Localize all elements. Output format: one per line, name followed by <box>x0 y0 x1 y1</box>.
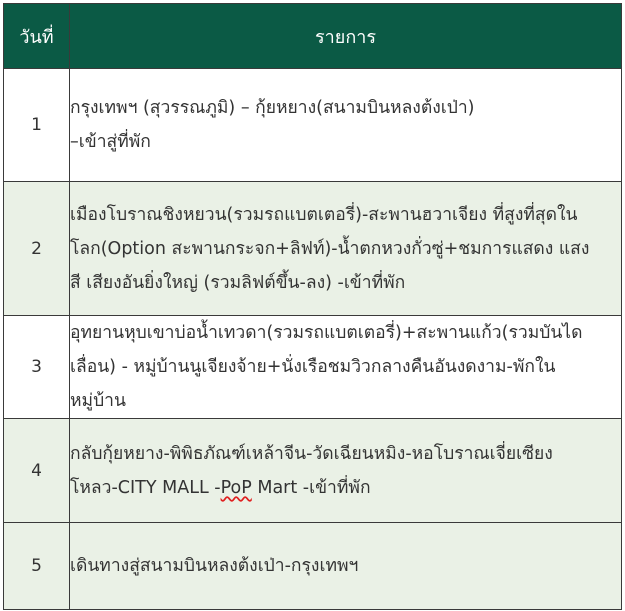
description-line: หมู่บ้าน <box>70 391 126 411</box>
spellcheck-underlined-word: PoP <box>220 477 252 498</box>
day-number: 4 <box>4 419 70 523</box>
description-line: เดินทางสู่สนามบินหลงต้งเป่า-กรุงเทพฯ <box>70 556 359 576</box>
description-line: สี เสียงอันยิ่งใหญ่ (รวมลิฟต์ขึ้น-ลง) -เข้าที่พัก <box>70 272 406 293</box>
description-line: เมืองโบราณชิงหยวน(รวมรถแบตเตอรี่)-สะพานฮวาเจียง ที่สูงที่สุดใน <box>70 204 578 225</box>
description-line: อุทยานหุบเขาบ่อน้ำเทวดา(รวมรถแบตเตอรี่)+สะพานแก้ว(รวมบันได <box>70 323 583 343</box>
day-number: 3 <box>4 316 70 419</box>
itinerary-description <box>70 316 622 419</box>
description-line: กรุงเทพฯ (สุวรรณภูมิ) – กุ้ยหยาง(สนามบินหลงต้งเป่า) <box>70 98 475 118</box>
table-row <box>4 316 622 419</box>
table-row <box>4 69 622 182</box>
day-number: 2 <box>4 182 70 316</box>
day-column-header: วันที่ <box>4 4 70 69</box>
table-row <box>4 419 622 523</box>
itinerary-description <box>70 419 622 523</box>
item-column-header: รายการ <box>70 4 622 69</box>
table-row <box>4 182 622 316</box>
table-row <box>4 523 622 610</box>
itinerary-table <box>3 3 622 610</box>
day-number: 1 <box>4 69 70 182</box>
table-header-row <box>4 4 622 69</box>
description-line: โลก(Option สะพานกระจก+ลิฟท์)-น้ำตกหวงกั่วซู่+ชมการแสดง แสง <box>70 238 590 259</box>
description-line: กลับกุ้ยหยาง-พิพิธภัณฑ์เหล้าจีน-วัดเฉียนหมิง-หอโบราณเจี่ยเซียง <box>70 443 553 464</box>
itinerary-description <box>70 69 622 182</box>
description-line: –เข้าสู่ที่พัก <box>70 132 151 152</box>
description-text: Mart -เข้าที่พัก <box>251 477 371 498</box>
itinerary-description <box>70 523 622 610</box>
description-text: โหลว-CITY MALL - <box>70 477 221 498</box>
description-line <box>70 471 621 505</box>
day-number: 5 <box>4 523 70 610</box>
description-line: เลื่อน) - หมู่บ้านนูเจียงจ้าย+นั่งเรือชมวิวกลางคืนอันงดงาม-พักใน <box>70 357 556 377</box>
itinerary-description <box>70 182 622 316</box>
